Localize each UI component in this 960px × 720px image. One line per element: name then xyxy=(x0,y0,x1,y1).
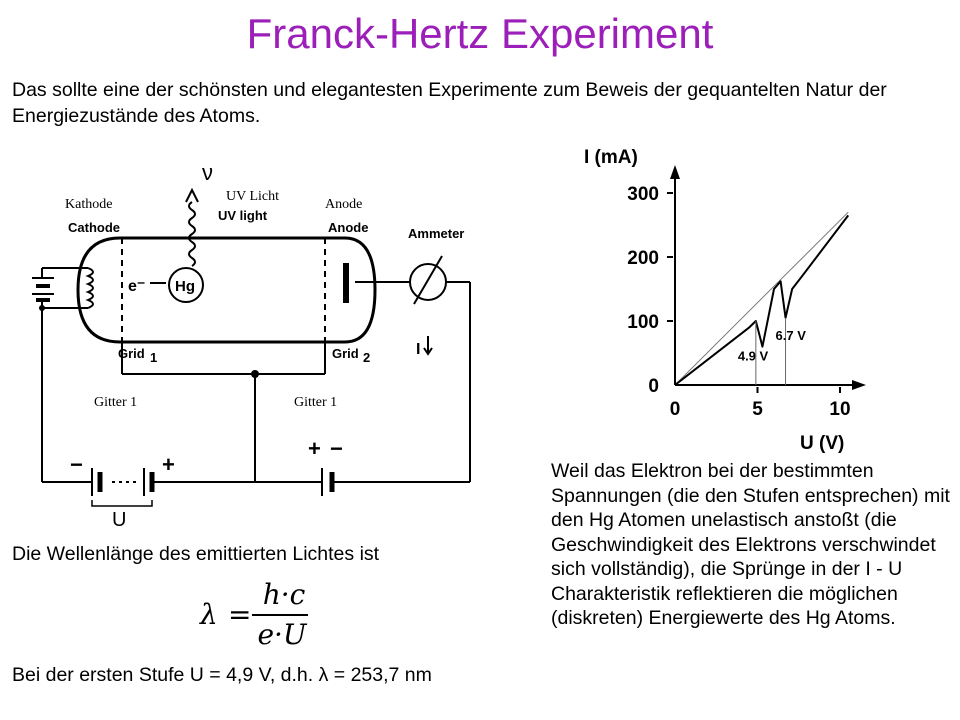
label-grid-2: Grid xyxy=(332,346,359,361)
uv-light-icon xyxy=(189,202,195,266)
iu-chart xyxy=(570,135,890,455)
label-gitter-right: Gitter 1 xyxy=(294,395,338,410)
label-anode-de: Anode xyxy=(325,197,363,212)
formula-denominator: e·U xyxy=(257,618,307,651)
formula-equals: = xyxy=(228,598,252,631)
y-tick-label: 0 xyxy=(648,376,659,397)
label-nu: ν xyxy=(202,160,213,185)
explanation-text: Weil das Elektron bei der bestimmten Spannungen (die den Stufen entsprechen) mit den Hg Atomen unelastisch anstoßt (die Geschwindigkeit des Elektrons verschwindet sich vollständig), die Sprünge in der I - U Charakteristik reflektieren die möglichen (diskreten) Energiewerte des Hg Atoms. xyxy=(551,460,950,629)
wavelength-text: Die Wellenlänge des emittierten Lichtes ist xyxy=(12,543,380,565)
y-tick-label: 200 xyxy=(627,248,659,269)
label-minus-right: − xyxy=(330,436,343,461)
label-kathode-de: Kathode xyxy=(65,197,113,212)
page-title: Franck-Hertz Experiment xyxy=(246,10,714,57)
label-anode-en: Anode xyxy=(328,220,369,235)
x-tick-label: 10 xyxy=(829,399,851,420)
label-gitter-left: Gitter 1 xyxy=(94,395,138,410)
first-step-text: Bei der ersten Stufe U = 4,9 V, d.h. λ = 253,7 nm xyxy=(12,664,432,686)
cathode-heater xyxy=(88,268,93,308)
label-cathode-en: Cathode xyxy=(68,220,120,235)
label-ammeter: Ammeter xyxy=(408,226,465,241)
apparatus-diagram xyxy=(30,150,500,540)
x-axis-label: U (V) xyxy=(800,433,845,454)
label-uv-de: UV Licht xyxy=(226,189,280,204)
x-tick-label: 0 xyxy=(669,399,681,420)
ammeter-icon xyxy=(410,264,446,300)
label-grid-1: Grid xyxy=(118,346,145,361)
intro-text: Das sollte eine der schönsten und elegantesten Experimente zum Beweis der gequantelten Natur der Energiezustände des Atoms. xyxy=(12,79,887,127)
anode-plate xyxy=(343,263,349,303)
label-grid-1-sub: 1 xyxy=(150,350,158,365)
label-uv-en: UV light xyxy=(218,208,268,223)
formula-fraction-bar xyxy=(252,614,308,616)
label-current: I xyxy=(416,341,421,358)
y-tick-label: 300 xyxy=(627,184,659,205)
label-voltage: U xyxy=(112,509,127,531)
label-hg: Hg xyxy=(175,278,195,295)
formula-numerator: h·c xyxy=(262,578,306,611)
annotation-label: 6.7 V xyxy=(775,328,806,344)
label-grid-2-sub: 2 xyxy=(363,350,371,365)
label-plus-left: + xyxy=(162,452,175,477)
label-electron: e⁻ xyxy=(128,278,146,295)
x-tick-label: 5 xyxy=(752,399,763,420)
formula-lambda: λ xyxy=(200,598,218,631)
annotation-label: 4.9 V xyxy=(737,348,769,364)
y-axis-label: I (mA) xyxy=(584,147,638,168)
junction-dot xyxy=(251,370,259,378)
label-plus-right: + xyxy=(308,436,321,461)
y-tick-label: 100 xyxy=(627,312,659,333)
label-minus-left: − xyxy=(70,452,83,477)
